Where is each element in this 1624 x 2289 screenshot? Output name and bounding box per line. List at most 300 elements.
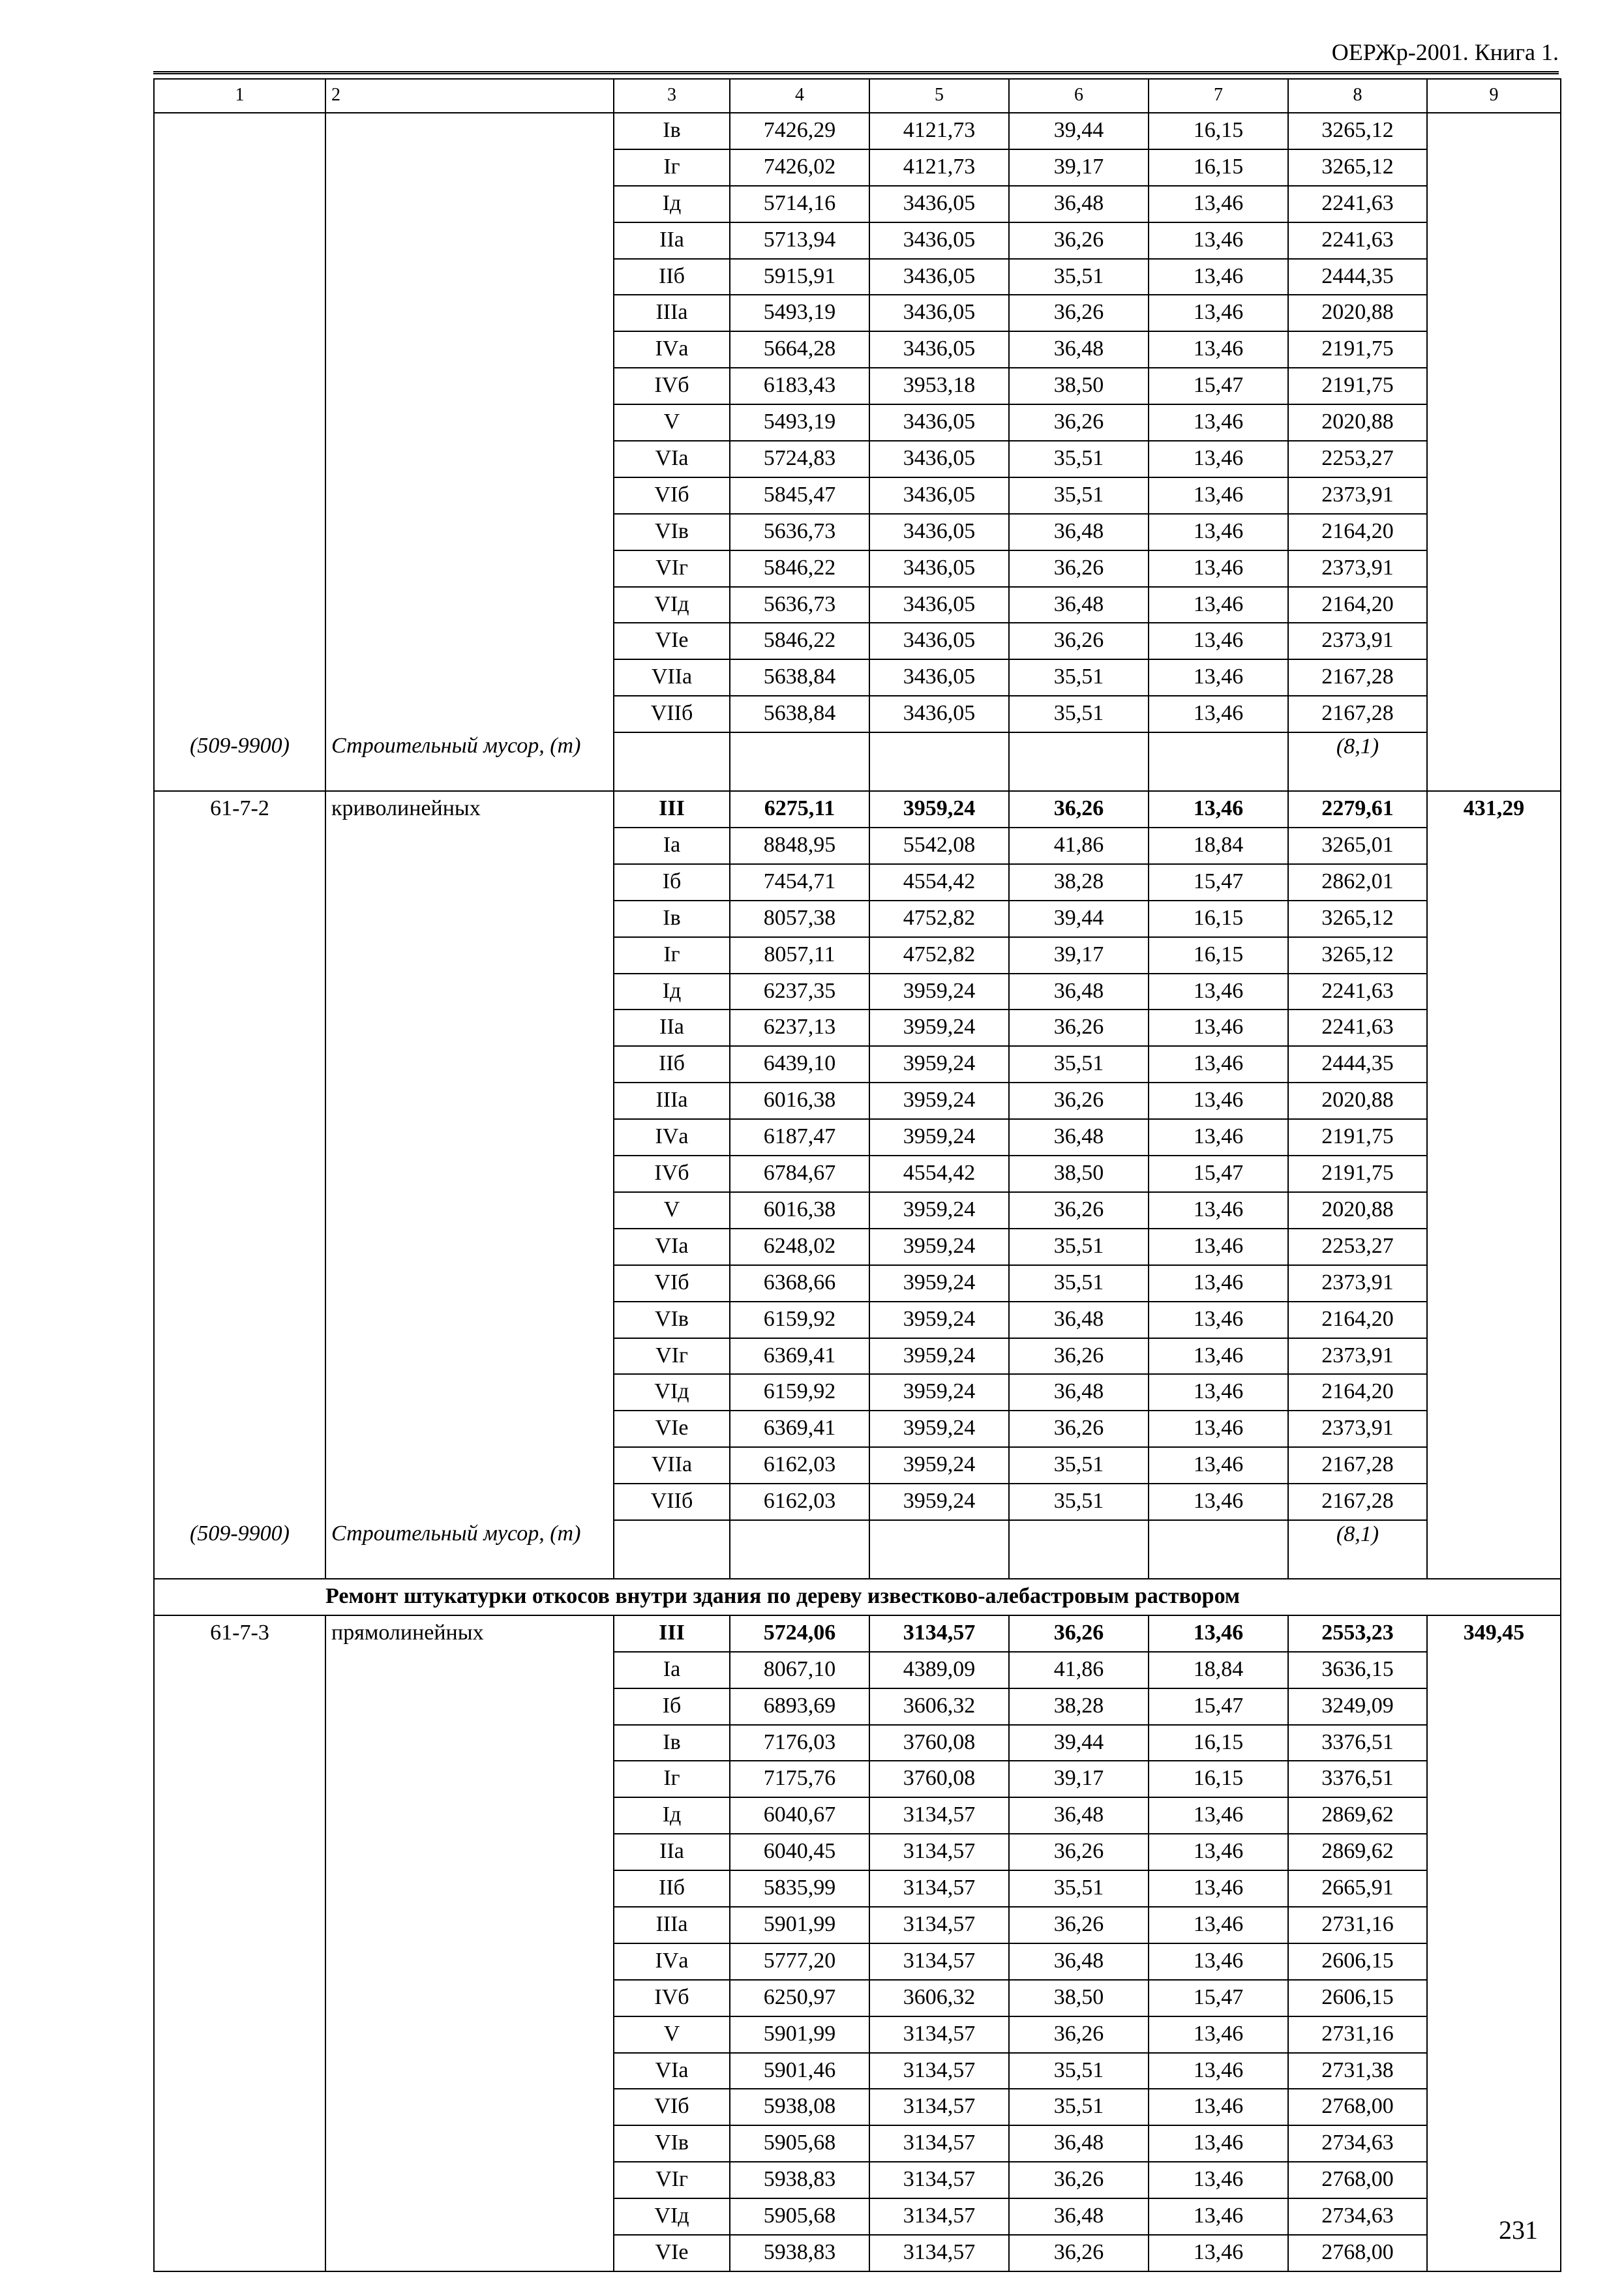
table-row [154, 864, 1561, 901]
value-cell: IVа [614, 1943, 730, 1980]
value-cell: 39,17 [1009, 149, 1149, 186]
code-cell [154, 696, 325, 732]
value-cell: 16,15 [1149, 901, 1288, 937]
code-cell [154, 259, 325, 295]
value-cell: 36,48 [1009, 1943, 1149, 1980]
value-cell: 13,46 [1149, 1615, 1288, 1652]
value-cell: 2734,63 [1288, 2125, 1427, 2162]
value-cell: 6368,66 [730, 1265, 869, 1302]
value-cell: 15,47 [1149, 368, 1288, 404]
table-row [154, 937, 1561, 974]
value-cell: VIIб [614, 696, 730, 732]
value-cell: 3959,24 [869, 1192, 1009, 1229]
value-cell: 3959,24 [869, 1229, 1009, 1265]
code-cell [154, 331, 325, 368]
value-cell: 6369,41 [730, 1411, 869, 1447]
value-cell: 3436,05 [869, 186, 1009, 222]
empty-cell [614, 732, 730, 791]
value-cell: 36,48 [1009, 514, 1149, 550]
value-cell: 3134,57 [869, 1615, 1009, 1652]
code-cell [154, 864, 325, 901]
value-cell: 35,51 [1009, 477, 1149, 514]
value-cell: 3436,05 [869, 331, 1009, 368]
value-cell: 5846,22 [730, 623, 869, 659]
value-cell: 3606,32 [869, 1688, 1009, 1725]
value-cell: 13,46 [1149, 1411, 1288, 1447]
empty-cell [614, 1520, 730, 1579]
value-cell: 5901,99 [730, 1907, 869, 1943]
table-row [154, 1761, 1561, 1797]
name-cell [325, 1652, 614, 1688]
value-cell: 16,15 [1149, 113, 1288, 149]
value-cell [1427, 1943, 1561, 1980]
code-cell [154, 550, 325, 587]
value-cell: 36,48 [1009, 1374, 1149, 1411]
name-cell [325, 1907, 614, 1943]
value-cell: VIе [614, 1411, 730, 1447]
code-cell [154, 1156, 325, 1192]
value-cell: VIв [614, 2125, 730, 2162]
table-row [154, 1834, 1561, 1870]
table-row [154, 295, 1561, 331]
value-cell: 36,48 [1009, 1119, 1149, 1156]
value-cell [1427, 295, 1561, 331]
value-cell: 36,26 [1009, 2162, 1149, 2198]
value-cell: Iд [614, 974, 730, 1010]
name-cell [325, 1834, 614, 1870]
code-cell [154, 2198, 325, 2235]
value-cell: 2373,91 [1288, 623, 1427, 659]
value-cell: 3436,05 [869, 623, 1009, 659]
value-cell: IIа [614, 1010, 730, 1046]
value-cell: 2253,27 [1288, 441, 1427, 477]
value-cell [1427, 1652, 1561, 1688]
value-cell: 35,51 [1009, 2053, 1149, 2089]
value-cell: 36,26 [1009, 1615, 1149, 1652]
value-cell: 36,26 [1009, 1338, 1149, 1375]
value-cell: 36,26 [1009, 1907, 1149, 1943]
value-cell: VIг [614, 2162, 730, 2198]
value-cell: 4752,82 [869, 937, 1009, 974]
value-cell [1427, 2198, 1561, 2235]
code-cell [154, 901, 325, 937]
value-cell: 5938,83 [730, 2235, 869, 2271]
value-cell: 2869,62 [1288, 1834, 1427, 1870]
value-cell: VIIа [614, 1447, 730, 1484]
value-cell [1427, 2016, 1561, 2053]
value-cell: 3436,05 [869, 696, 1009, 732]
value-cell: 6237,35 [730, 974, 869, 1010]
empty-cell [730, 1520, 869, 1579]
code-cell [154, 1688, 325, 1725]
value-cell: 5713,94 [730, 222, 869, 259]
code-cell [154, 2089, 325, 2125]
value-cell: 3959,24 [869, 1119, 1009, 1156]
value-cell [1427, 368, 1561, 404]
value-cell: IIIа [614, 1907, 730, 1943]
value-cell: 36,48 [1009, 2198, 1149, 2235]
value-cell [1427, 2089, 1561, 2125]
waste-name [325, 732, 614, 791]
value-cell: VIб [614, 477, 730, 514]
value-cell: IVб [614, 1980, 730, 2016]
value-cell: 13,46 [1149, 791, 1288, 828]
value-cell: 2164,20 [1288, 1302, 1427, 1338]
value-cell [1427, 2235, 1561, 2271]
value-cell: 6893,69 [730, 1688, 869, 1725]
value-cell: 16,15 [1149, 1761, 1288, 1797]
table-row [154, 79, 1561, 113]
code-cell [154, 1192, 325, 1229]
value-cell: 7426,29 [730, 113, 869, 149]
value-cell: 7175,76 [730, 1761, 869, 1797]
code-cell [154, 2162, 325, 2198]
name-cell [325, 1338, 614, 1375]
value-cell: 2444,35 [1288, 259, 1427, 295]
code-cell [154, 974, 325, 1010]
code-cell [154, 1083, 325, 1119]
table-row [154, 1725, 1561, 1761]
value-cell [1427, 1484, 1561, 1520]
value-cell: IVа [614, 331, 730, 368]
value-cell: 2191,75 [1288, 1156, 1427, 1192]
name-cell [325, 1980, 614, 2016]
value-cell: 36,48 [1009, 1302, 1149, 1338]
name-cell [325, 937, 614, 974]
value-cell: 13,46 [1149, 1119, 1288, 1156]
code-cell [154, 186, 325, 222]
value-cell: 36,48 [1009, 974, 1149, 1010]
value-cell: 6250,97 [730, 1980, 869, 2016]
name-cell [325, 1010, 614, 1046]
value-cell: 16,15 [1149, 149, 1288, 186]
table-row [154, 1980, 1561, 2016]
value-cell: VIв [614, 1302, 730, 1338]
value-cell: 2768,00 [1288, 2235, 1427, 2271]
value-cell [1427, 623, 1561, 659]
value-cell [1427, 2125, 1561, 2162]
value-cell [1427, 2053, 1561, 2089]
value-cell: VIб [614, 2089, 730, 2125]
table-row [154, 1156, 1561, 1192]
value-cell [1427, 477, 1561, 514]
value-cell: 7426,02 [730, 149, 869, 186]
value-cell: 2869,62 [1288, 1797, 1427, 1834]
name-cell [325, 259, 614, 295]
value-cell [1427, 1265, 1561, 1302]
table-row [154, 2089, 1561, 2125]
value-cell: 2606,15 [1288, 1943, 1427, 1980]
value-cell: 3959,24 [869, 1046, 1009, 1083]
code-cell [154, 1411, 325, 1447]
value-cell: 5905,68 [730, 2198, 869, 2235]
value-cell: 2373,91 [1288, 477, 1427, 514]
value-cell: 5724,06 [730, 1615, 869, 1652]
code-cell [154, 1338, 325, 1375]
column-number: 5 [869, 79, 1009, 113]
value-cell: 13,46 [1149, 1083, 1288, 1119]
value-cell: 2731,16 [1288, 1907, 1427, 1943]
table-row [154, 2162, 1561, 2198]
name-cell [325, 1688, 614, 1725]
code-cell [154, 1484, 325, 1520]
value-cell: V [614, 2016, 730, 2053]
name-cell [325, 222, 614, 259]
waste-code: (509-9900) [154, 732, 325, 791]
value-cell: 5636,73 [730, 514, 869, 550]
value-cell: 13,46 [1149, 1907, 1288, 1943]
value-cell: 2167,28 [1288, 1447, 1427, 1484]
table-row [154, 186, 1561, 222]
waste-name-text: Строительный мусор, (т) [331, 734, 581, 758]
value-cell: 2553,23 [1288, 1615, 1427, 1652]
value-cell: IVб [614, 368, 730, 404]
value-cell: 13,46 [1149, 331, 1288, 368]
waste-value: (8,1) [1288, 1520, 1427, 1579]
name-cell [325, 623, 614, 659]
value-cell: 13,46 [1149, 623, 1288, 659]
value-cell: 13,46 [1149, 1870, 1288, 1907]
value-cell: 2164,20 [1288, 514, 1427, 550]
value-cell [1427, 1374, 1561, 1411]
value-cell: 36,48 [1009, 587, 1149, 623]
value-cell: 36,48 [1009, 1797, 1149, 1834]
table-row [154, 1374, 1561, 1411]
value-cell: 6237,13 [730, 1010, 869, 1046]
value-cell: 15,47 [1149, 864, 1288, 901]
name-cell [325, 295, 614, 331]
name-cell [325, 1870, 614, 1907]
value-cell [1427, 1046, 1561, 1083]
value-cell: 3959,24 [869, 1083, 1009, 1119]
value-cell: 3134,57 [869, 2235, 1009, 2271]
name-cell [325, 2162, 614, 2198]
value-cell: IVа [614, 1119, 730, 1156]
value-cell: 3760,08 [869, 1725, 1009, 1761]
code-cell [154, 1797, 325, 1834]
value-cell: Iд [614, 1797, 730, 1834]
value-cell [1427, 828, 1561, 864]
value-cell: 36,48 [1009, 331, 1149, 368]
value-cell: 2606,15 [1288, 1980, 1427, 2016]
value-cell [1427, 550, 1561, 587]
code-cell [154, 149, 325, 186]
value-cell: Iг [614, 149, 730, 186]
value-cell: 3134,57 [869, 2089, 1009, 2125]
value-cell: 2241,63 [1288, 974, 1427, 1010]
value-cell: 3265,01 [1288, 828, 1427, 864]
code-cell [154, 2016, 325, 2053]
value-cell: 18,84 [1149, 828, 1288, 864]
code-cell [154, 937, 325, 974]
value-cell [1427, 186, 1561, 222]
value-cell [1427, 222, 1561, 259]
column-number: 4 [730, 79, 869, 113]
value-cell: 41,86 [1009, 1652, 1149, 1688]
value-cell [1427, 1156, 1561, 1192]
value-cell: 36,48 [1009, 2125, 1149, 2162]
value-cell: 2191,75 [1288, 1119, 1427, 1156]
table-row [154, 2016, 1561, 2053]
value-cell: Iб [614, 864, 730, 901]
value-cell: 2373,91 [1288, 1265, 1427, 1302]
name-cell [325, 1374, 614, 1411]
code-cell [154, 1725, 325, 1761]
value-cell [1427, 1870, 1561, 1907]
table-row [154, 1797, 1561, 1834]
name-cell [325, 1083, 614, 1119]
value-cell: 35,51 [1009, 1870, 1149, 1907]
value-cell: 3636,15 [1288, 1652, 1427, 1688]
name-cell [325, 550, 614, 587]
value-cell: 4389,09 [869, 1652, 1009, 1688]
value-cell: 39,44 [1009, 901, 1149, 937]
table-row [154, 1652, 1561, 1688]
code-cell [154, 587, 325, 623]
table-row [154, 2125, 1561, 2162]
value-cell: III [614, 791, 730, 828]
item-name: прямолинейных [325, 1615, 614, 1652]
name-cell [325, 1484, 614, 1520]
table-row [154, 1010, 1561, 1046]
value-cell: 2862,01 [1288, 864, 1427, 901]
value-cell: Iв [614, 113, 730, 149]
table-row [154, 1265, 1561, 1302]
value-cell: 13,46 [1149, 441, 1288, 477]
value-cell: 3134,57 [869, 1834, 1009, 1870]
table-row [154, 1615, 1561, 1652]
value-cell: 36,26 [1009, 2016, 1149, 2053]
value-cell: 2164,20 [1288, 1374, 1427, 1411]
name-cell [325, 186, 614, 222]
value-cell [1427, 974, 1561, 1010]
value-cell: 3436,05 [869, 259, 1009, 295]
name-cell [325, 368, 614, 404]
value-cell [1427, 1761, 1561, 1797]
value-cell: 36,26 [1009, 222, 1149, 259]
value-cell [1427, 1447, 1561, 1484]
table-row [154, 477, 1561, 514]
table-row [154, 1484, 1561, 1520]
code-cell [154, 1229, 325, 1265]
value-cell [1427, 514, 1561, 550]
table-row [154, 828, 1561, 864]
value-cell: 13,46 [1149, 1192, 1288, 1229]
value-cell: 2253,27 [1288, 1229, 1427, 1265]
value-cell: 3134,57 [869, 2053, 1009, 2089]
section-title: Ремонт штукатурки откосов внутри здания по дереву известково-алебастровым раствором [154, 1579, 1561, 1615]
value-cell: 2768,00 [1288, 2162, 1427, 2198]
value-cell: 3959,24 [869, 791, 1009, 828]
value-cell: 5636,73 [730, 587, 869, 623]
name-cell [325, 1411, 614, 1447]
value-cell: 6187,47 [730, 1119, 869, 1156]
value-cell: 7176,03 [730, 1725, 869, 1761]
value-cell [1427, 864, 1561, 901]
value-cell: Iв [614, 1725, 730, 1761]
table-row [154, 113, 1561, 149]
table-row [154, 1046, 1561, 1083]
value-cell [1427, 1907, 1561, 1943]
value-cell: 5638,84 [730, 696, 869, 732]
value-cell: 13,46 [1149, 295, 1288, 331]
value-cell: 2191,75 [1288, 331, 1427, 368]
table-row [154, 1411, 1561, 1447]
value-cell: 4121,73 [869, 113, 1009, 149]
value-cell: 2373,91 [1288, 550, 1427, 587]
value-cell: 36,26 [1009, 550, 1149, 587]
code-cell [154, 295, 325, 331]
value-cell [1427, 901, 1561, 937]
code-cell [154, 1834, 325, 1870]
value-cell: 13,46 [1149, 186, 1288, 222]
value-cell: 5901,46 [730, 2053, 869, 2089]
value-cell: 2241,63 [1288, 186, 1427, 222]
value-cell [1427, 1229, 1561, 1265]
name-cell [325, 1156, 614, 1192]
value-cell: 5493,19 [730, 404, 869, 441]
value-cell: VIг [614, 1338, 730, 1375]
value-cell: 13,46 [1149, 1797, 1288, 1834]
name-cell [325, 331, 614, 368]
value-cell: IIб [614, 1046, 730, 1083]
value-cell: 3376,51 [1288, 1761, 1427, 1797]
value-cell: 38,28 [1009, 864, 1149, 901]
value-cell: 13,46 [1149, 659, 1288, 696]
name-cell [325, 514, 614, 550]
value-cell: 13,46 [1149, 2198, 1288, 2235]
value-cell: 35,51 [1009, 1046, 1149, 1083]
value-cell [1427, 2162, 1561, 2198]
value-cell: 6016,38 [730, 1083, 869, 1119]
column-number: 2 [325, 79, 614, 113]
value-cell: 2734,63 [1288, 2198, 1427, 2235]
item-code: 61-7-2 [154, 791, 325, 828]
value-cell: 13,46 [1149, 1834, 1288, 1870]
value-cell: 13,46 [1149, 514, 1288, 550]
value-cell: 36,26 [1009, 791, 1149, 828]
value-cell [1427, 1725, 1561, 1761]
table-row [154, 587, 1561, 623]
value-cell: 6248,02 [730, 1229, 869, 1265]
value-cell: 35,51 [1009, 1229, 1149, 1265]
value-cell: 13,46 [1149, 2235, 1288, 2271]
name-cell [325, 2053, 614, 2089]
value-cell: 6784,67 [730, 1156, 869, 1192]
value-cell: IIб [614, 259, 730, 295]
value-cell: 3959,24 [869, 1374, 1009, 1411]
section-title-row [154, 1579, 1561, 1615]
value-cell: 8067,10 [730, 1652, 869, 1688]
name-cell [325, 901, 614, 937]
value-cell [1427, 1338, 1561, 1375]
table-row [154, 331, 1561, 368]
code-cell [154, 1302, 325, 1338]
table-row [154, 514, 1561, 550]
code-cell [154, 1447, 325, 1484]
value-cell: 36,26 [1009, 1192, 1149, 1229]
value-cell [1427, 1119, 1561, 1156]
value-cell: VIа [614, 441, 730, 477]
value-cell: 35,51 [1009, 696, 1149, 732]
value-cell: 2020,88 [1288, 295, 1427, 331]
value-cell: 3436,05 [869, 222, 1009, 259]
name-cell [325, 1046, 614, 1083]
column-number: 8 [1288, 79, 1427, 113]
code-cell [154, 368, 325, 404]
code-cell [154, 222, 325, 259]
code-cell [154, 1046, 325, 1083]
